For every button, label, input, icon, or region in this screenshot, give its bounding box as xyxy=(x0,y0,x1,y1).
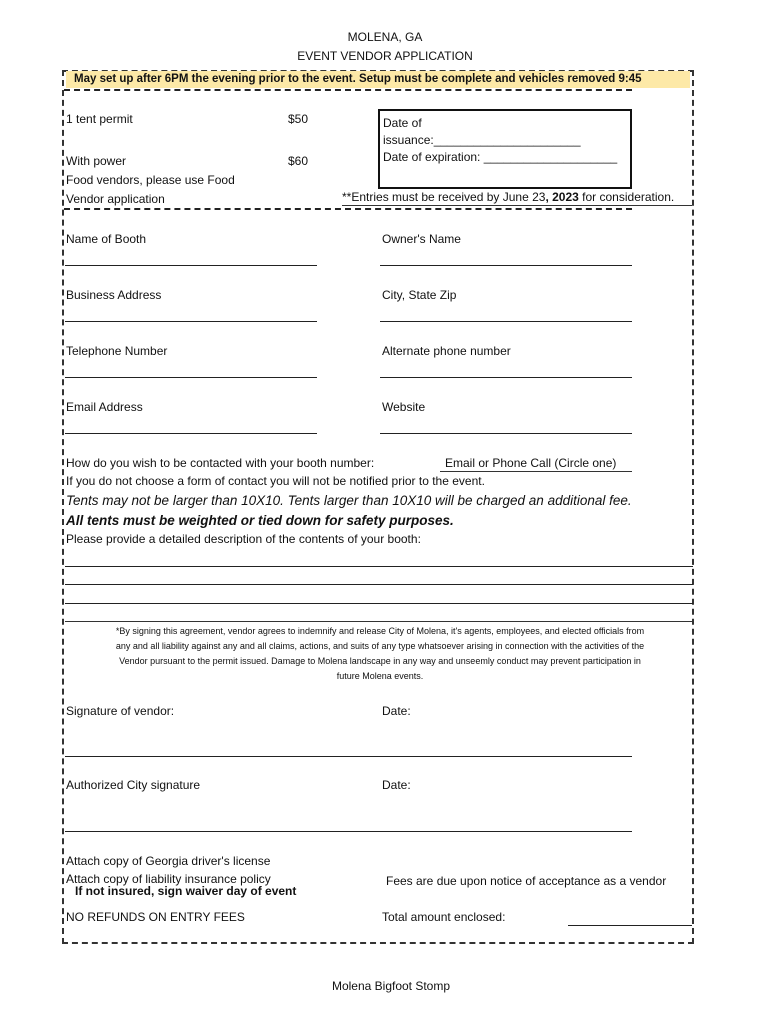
vendor-signature-label: Signature of vendor: xyxy=(66,704,175,718)
tent-permit-price: $50 xyxy=(288,112,309,126)
city-date-label: Date: xyxy=(382,778,411,792)
agreement-line-2: any and all liability against any and all claims, actions, and suits of any type whatsoever arising in connection with the activities of the xyxy=(115,641,645,651)
power-price: $60 xyxy=(288,154,309,168)
agreement-top-border xyxy=(65,621,693,622)
tent-weight-note: All tents must be weighted or tied down for safety purposes. xyxy=(66,513,454,528)
setup-banner: May set up after 6PM the evening prior to the event. Setup must be complete and vehicles removed 9:45 xyxy=(66,71,690,88)
city-state-zip-label: City, State Zip xyxy=(382,288,457,302)
agreement-line-4: future Molena events. xyxy=(336,671,424,681)
description-line-2[interactable] xyxy=(65,584,693,585)
page-footer: Molena Bigfoot Stomp xyxy=(331,979,451,993)
fees-due-note: Fees are due upon notice of acceptance as a vendor xyxy=(386,874,667,888)
contact-warning: If you do not choose a form of contact you will not be notified prior to the event. xyxy=(66,474,485,488)
agreement-text xyxy=(68,624,692,684)
contact-options-underline xyxy=(440,471,632,472)
date-box[interactable] xyxy=(378,109,632,189)
power-label: With power xyxy=(66,154,127,168)
agreement-line-3: Vendor pursuant to the permit issued. Damage to Molena landscape in any way and unseemly conduct may prevent participation in xyxy=(119,656,641,666)
alt-phone-label: Alternate phone number xyxy=(382,344,511,358)
food-vendor-note-2: Vendor application xyxy=(66,192,165,206)
city-signature-label: Authorized City signature xyxy=(66,778,201,792)
town-heading: MOLENA, GA xyxy=(347,30,423,44)
waiver-note: If not insured, sign waiver day of event xyxy=(75,884,297,898)
telephone-input[interactable] xyxy=(65,377,317,378)
email-input[interactable] xyxy=(65,433,317,434)
deadline-year: , 2023 xyxy=(545,190,579,204)
booth-name-input[interactable] xyxy=(65,265,317,266)
vendor-date-label: Date: xyxy=(382,704,411,718)
telephone-label: Telephone Number xyxy=(66,344,168,358)
deadline-suffix: for consideration. xyxy=(578,190,675,204)
deadline-prefix: **Entries must be received by June 23 xyxy=(342,190,546,204)
description-line-1[interactable] xyxy=(65,566,693,567)
section-divider xyxy=(64,208,632,210)
contact-options[interactable]: Email or Phone Call (Circle one) xyxy=(445,456,617,470)
contact-question: How do you wish to be contacted with your booth number: xyxy=(66,456,375,470)
deadline-underline xyxy=(342,205,692,206)
owner-name-label: Owner's Name xyxy=(382,232,461,246)
business-address-label: Business Address xyxy=(66,288,162,302)
booth-description-prompt: Please provide a detailed description of the contents of your booth: xyxy=(66,532,421,546)
vendor-signature-input[interactable] xyxy=(65,756,632,757)
license-note: Attach copy of Georgia driver's license xyxy=(66,854,271,868)
booth-name-label: Name of Booth xyxy=(66,232,147,246)
tent-permit-label: 1 tent permit xyxy=(66,112,133,126)
city-signature-input[interactable] xyxy=(65,831,632,832)
expiration-field[interactable]: Date of expiration: ____________________ xyxy=(383,150,618,164)
no-refunds-note: NO REFUNDS ON ENTRY FEES xyxy=(66,910,245,924)
business-address-input[interactable] xyxy=(65,321,317,322)
website-input[interactable] xyxy=(380,433,632,434)
email-label: Email Address xyxy=(66,400,143,414)
banner-divider xyxy=(64,89,632,91)
food-vendor-note: Food vendors, please use Food xyxy=(66,173,235,187)
description-line-3[interactable] xyxy=(65,603,693,604)
alt-phone-input[interactable] xyxy=(380,377,632,378)
issuance-field[interactable]: issuance:______________________ xyxy=(383,133,581,147)
website-label: Website xyxy=(382,400,426,414)
total-amount-input[interactable] xyxy=(568,925,692,926)
tent-size-note: Tents may not be larger than 10X10. Tents larger than 10X10 will be charged an additional fee. xyxy=(66,493,632,508)
owner-name-input[interactable] xyxy=(380,265,632,266)
insurance-note: Attach copy of liability insurance policy xyxy=(66,872,271,886)
form-title: EVENT VENDOR APPLICATION xyxy=(297,49,473,63)
issuance-label-1: Date of xyxy=(383,116,422,130)
city-state-zip-input[interactable] xyxy=(380,321,632,322)
deadline-note xyxy=(342,190,674,204)
agreement-line-1: *By signing this agreement, vendor agrees to indemnify and release City of Molena, it's agents, employees, and elected officials from xyxy=(115,626,645,636)
total-label: Total amount enclosed: xyxy=(382,910,506,924)
